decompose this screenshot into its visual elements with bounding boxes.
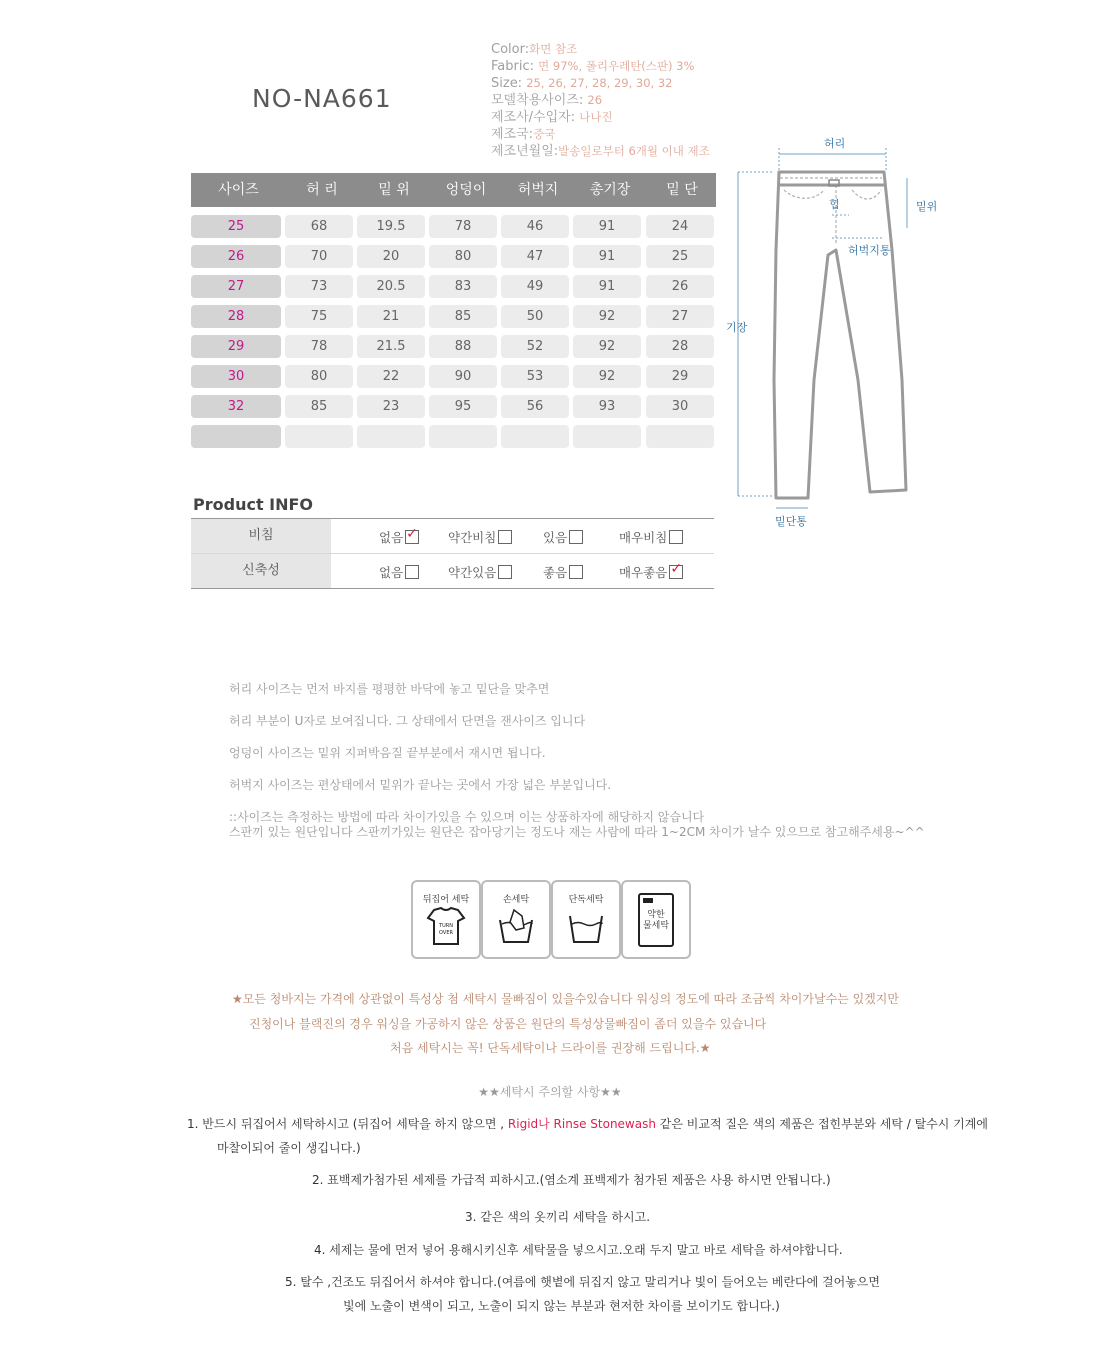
header-hip: 엉덩이 xyxy=(445,182,487,198)
product-code: NO-NA661 xyxy=(252,84,392,113)
turn-over-shirt-icon xyxy=(426,906,466,946)
info-label-stretch: 신축성 xyxy=(191,554,331,588)
size-cell-length: 91 xyxy=(573,245,641,268)
size-cell-rise: 19.5 xyxy=(357,215,425,238)
diagram-waist-label: 허리 xyxy=(824,137,846,150)
size-cell-thigh: 46 xyxy=(501,215,569,238)
size-cell-waist: 75 xyxy=(285,305,353,328)
size-cell-hip xyxy=(429,425,497,448)
header-size: 사이즈 xyxy=(218,182,259,198)
header-thigh: 허벅지 xyxy=(517,182,559,198)
instruction-2: 2. 표백제가첨가된 세제를 가급적 피하시고.(염소계 표백제가 첨가된 제품은 사용 하시면 안됩니다.) xyxy=(312,1173,831,1187)
size-cell-rise: 21.5 xyxy=(357,335,425,358)
size-cell-hip: 90 xyxy=(429,365,497,388)
size-cell-size: 32 xyxy=(191,395,281,418)
checkbox-icon[interactable] xyxy=(569,565,583,579)
option-stretch-none: 없음 xyxy=(379,563,419,581)
size-cell-size: 26 xyxy=(191,245,281,268)
size-cell-waist: 73 xyxy=(285,275,353,298)
size-cell-hem: 28 xyxy=(646,335,714,358)
pants-diagram xyxy=(724,130,949,530)
size-cell-waist: 78 xyxy=(285,335,353,358)
size-cell-length: 92 xyxy=(573,335,641,358)
note-waist-1: 허리 사이즈는 먼저 바지를 평평한 바닥에 놓고 밑단을 맞추면 xyxy=(229,682,550,696)
size-cell-length: 92 xyxy=(573,305,641,328)
info-row-stretch xyxy=(191,554,714,588)
checkbox-icon[interactable] xyxy=(405,565,419,579)
size-cell-size: 25 xyxy=(191,215,281,238)
pants-drawing xyxy=(724,130,949,530)
size-cell-rise: 23 xyxy=(357,395,425,418)
svg-text:OVER: OVER xyxy=(439,930,453,936)
option-transparency-very: 매우비침 xyxy=(619,528,683,546)
size-cell-rise xyxy=(357,425,425,448)
size-cell-rise: 21 xyxy=(357,305,425,328)
instruction-5-cont: 빛에 노출이 변색이 되고, 노출이 되지 않는 부분과 현저한 차이를 보이기도 합니다.) xyxy=(343,1299,780,1313)
spec-list xyxy=(491,41,710,160)
wash-turn-over xyxy=(411,880,481,959)
checkbox-icon[interactable] xyxy=(669,565,683,579)
size-cell-size: 30 xyxy=(191,365,281,388)
option-stretch-very: 매우좋음✓ xyxy=(619,563,683,581)
size-cell-hip: 80 xyxy=(429,245,497,268)
instruction-1: 1. 반드시 뒤집어서 세탁하시고 (뒤집어 세탁을 하지 않으면 , Rigid나 Rinse Stonewash 같은 비교적 질은 색의 제품은 접힌부분와 세탁 / 탈수시 기계에 xyxy=(187,1117,988,1131)
warning-line-3: 처음 세탁시는 꼭! 단독세탁이나 드라이를 권장해 드립니다.★ xyxy=(390,1041,711,1055)
size-cell-waist: 85 xyxy=(285,395,353,418)
size-cell-size: 27 xyxy=(191,275,281,298)
size-cell-waist: 70 xyxy=(285,245,353,268)
option-transparency-yes: 있음 xyxy=(543,528,583,546)
wash-label-hand: 손세탁 xyxy=(502,895,530,905)
hand-wash-icon xyxy=(496,906,536,946)
note-size-diff: ::사이즈는 측정하는 방법에 따라 차이가있을 수 있으며 이는 상품하자에 해당하지 않습니다 xyxy=(229,810,705,824)
size-cell-hip: 88 xyxy=(429,335,497,358)
diagram-hip-label: 힙 xyxy=(829,198,840,211)
size-cell-thigh xyxy=(501,425,569,448)
size-cell-hem: 29 xyxy=(646,365,714,388)
size-cell-thigh: 56 xyxy=(501,395,569,418)
wash-hand xyxy=(481,880,551,959)
size-cell-hem: 30 xyxy=(646,395,714,418)
instruction-1-cont: 마찰이되어 줄이 생깁니다.) xyxy=(217,1141,361,1155)
info-row-transparency xyxy=(191,519,714,554)
size-cell-hem: 26 xyxy=(646,275,714,298)
header-length: 총기장 xyxy=(589,182,631,198)
size-cell-thigh: 53 xyxy=(501,365,569,388)
size-cell-length: 92 xyxy=(573,365,641,388)
size-cell-thigh: 49 xyxy=(501,275,569,298)
diagram-thigh-label: 허벅지통 xyxy=(848,244,891,257)
product-info-table xyxy=(191,518,714,589)
diagram-rise-label: 밑위 xyxy=(916,200,938,213)
size-cell-waist: 68 xyxy=(285,215,353,238)
size-cell-thigh: 52 xyxy=(501,335,569,358)
diagram-hem-label: 밑단통 xyxy=(775,515,807,528)
wash-label-separate: 단독세탁 xyxy=(568,895,604,905)
size-cell-thigh: 47 xyxy=(501,245,569,268)
warning-line-1: ★모든 청바지는 가격에 상관없이 특성상 첨 세탁시 물빠짐이 있을수있습니다 워싱의 정도에 따라 조금씩 차이가날수는 있겠지만 xyxy=(232,992,899,1006)
wash-label-gentle: 약한 물세탁 xyxy=(642,910,670,931)
instruction-3: 3. 같은 색의 옷끼리 세탁을 하시고. xyxy=(465,1210,651,1224)
size-cell-length xyxy=(573,425,641,448)
spec-model-size: 모델착용사이즈: 26 xyxy=(491,93,603,108)
note-hip: 엉덩이 사이즈는 밑위 지퍼박음질 끝부분에서 재시면 됩니다. xyxy=(229,746,546,760)
size-cell-size xyxy=(191,425,281,448)
size-cell-rise: 20 xyxy=(357,245,425,268)
size-cell-waist xyxy=(285,425,353,448)
spec-manufacturer: 제조사/수입자: 나나진 xyxy=(491,110,613,125)
instruction-4: 4. 세제는 물에 먼저 넣어 용해시키신후 세탁물을 넣으시고.오래 두지 말고 바로 세탁을 하셔야합니다. xyxy=(314,1243,843,1257)
header-rise: 밑 위 xyxy=(378,182,410,198)
size-cell-length: 91 xyxy=(573,275,641,298)
info-label-transparency: 비침 xyxy=(191,519,331,553)
checkbox-icon[interactable] xyxy=(498,565,512,579)
checkbox-icon[interactable] xyxy=(569,530,583,544)
wash-separate xyxy=(551,880,621,959)
svg-text:TURN: TURN xyxy=(439,923,453,929)
spec-country: 제조국:중국 xyxy=(491,127,556,142)
size-cell-rise: 20.5 xyxy=(357,275,425,298)
diagram-length-label: 기장 xyxy=(726,321,748,334)
size-cell-hem: 24 xyxy=(646,215,714,238)
spec-fabric: Fabric: 면 97%, 폴리우레탄(스판) 3% xyxy=(491,59,695,74)
size-cell-length: 93 xyxy=(573,395,641,418)
wash-label-turn-over: 뒤집어 세탁 xyxy=(422,895,470,905)
spec-color: Color:화면 참조 xyxy=(491,42,578,57)
wash-gentle xyxy=(621,880,691,959)
size-cell-hem: 25 xyxy=(646,245,714,268)
size-cell-length: 91 xyxy=(573,215,641,238)
option-stretch-good: 좋음 xyxy=(543,563,583,581)
spec-size: Size: 25, 26, 27, 28, 29, 30, 32 xyxy=(491,76,673,91)
size-cell-hem xyxy=(646,425,714,448)
size-cell-hip: 85 xyxy=(429,305,497,328)
size-cell-waist: 80 xyxy=(285,365,353,388)
checkbox-icon[interactable] xyxy=(405,530,419,544)
size-cell-size: 28 xyxy=(191,305,281,328)
spec-date: 제조년월일:발송일로부터 6개월 이내 제조 xyxy=(491,144,710,159)
separate-wash-icon xyxy=(566,906,606,946)
option-transparency-slight: 약간비침 xyxy=(448,528,512,546)
note-stretch: 스판끼 있는 원단입니다 스판끼가있는 원단은 잡아당기는 정도나 재는 사람에 따라 1~2CM 차이가 날수 있으므로 참고해주세용~^^ xyxy=(229,825,925,839)
header-hem: 밑 단 xyxy=(666,182,698,198)
checkbox-icon[interactable] xyxy=(498,530,512,544)
note-waist-2: 허리 부분이 U자로 보여집니다. 그 상태에서 단면을 잰사이즈 입니다 xyxy=(229,714,586,728)
size-cell-thigh: 50 xyxy=(501,305,569,328)
instruction-5: 5. 탈수 ,건조도 뒤집어서 하셔야 합니다.(여름에 햇볕에 뒤집지 않고 말리거나 빛이 들어오는 베란다에 걸어놓으면 xyxy=(285,1275,880,1289)
size-cell-rise: 22 xyxy=(357,365,425,388)
product-info-title: Product INFO xyxy=(193,495,314,514)
size-table-header xyxy=(191,173,716,207)
size-cell-hip: 95 xyxy=(429,395,497,418)
header-waist: 허 리 xyxy=(306,182,338,198)
option-transparency-none: 없음✓ xyxy=(379,528,419,546)
warning-line-2: 진청이나 블랙진의 경우 워싱을 가공하지 않은 상품은 원단의 특성상물빠짐이 좀더 있을수 있습니다 xyxy=(249,1017,767,1031)
note-thigh: 허벅지 사이즈는 편상태에서 밑위가 끝나는 곳에서 가장 넓은 부분입니다. xyxy=(229,778,612,792)
caution-title: ★★세탁시 주의할 사항★★ xyxy=(478,1085,622,1099)
size-cell-hip: 83 xyxy=(429,275,497,298)
size-cell-hip: 78 xyxy=(429,215,497,238)
size-cell-size: 29 xyxy=(191,335,281,358)
option-stretch-slight: 약간있음 xyxy=(448,563,512,581)
checkbox-icon[interactable] xyxy=(669,530,683,544)
size-cell-hem: 27 xyxy=(646,305,714,328)
